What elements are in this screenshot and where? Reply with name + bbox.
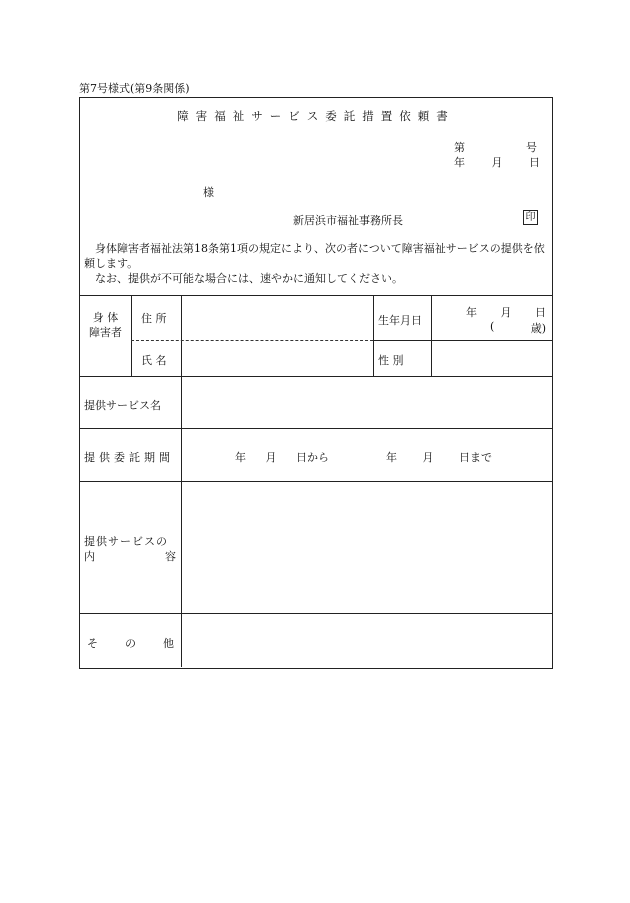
content-label bbox=[84, 534, 177, 564]
addressee-suffix: 様 bbox=[203, 186, 214, 199]
period-from-year: 年 bbox=[235, 451, 246, 464]
other-label-b: の bbox=[125, 637, 136, 650]
other-label-a: そ bbox=[87, 637, 98, 650]
address-name-divider bbox=[131, 340, 373, 341]
sex-label: 性 別 bbox=[378, 354, 404, 367]
rule bbox=[373, 340, 552, 341]
birth-year: 年 bbox=[466, 306, 477, 319]
issue-date-month: 月 bbox=[491, 156, 503, 169]
birth-month: 月 bbox=[500, 306, 512, 319]
rule bbox=[431, 295, 432, 376]
table-top-rule bbox=[80, 295, 552, 296]
rule bbox=[373, 295, 374, 376]
service-name-label: 提供サービス名 bbox=[84, 399, 161, 412]
issue-date-year: 年 bbox=[454, 156, 465, 169]
person-label-line2: 障害者 bbox=[89, 326, 122, 339]
content-label-line1: 提供サービスの bbox=[84, 535, 168, 548]
content-label-line2-b: 容 bbox=[165, 550, 177, 563]
other-label-c: 他 bbox=[163, 637, 174, 650]
office-name: 新居浜市福祉事務所長 bbox=[293, 214, 403, 227]
birthdate-label: 生年月日 bbox=[378, 314, 422, 327]
person-label bbox=[80, 310, 131, 340]
period-end bbox=[386, 449, 492, 465]
issue-date bbox=[454, 154, 540, 170]
birthdate-value bbox=[466, 304, 546, 320]
name-label: 氏 名 bbox=[141, 354, 167, 367]
rule bbox=[80, 428, 552, 429]
content-label-line2 bbox=[84, 549, 177, 564]
rule bbox=[80, 613, 552, 614]
period-from-day: 日から bbox=[296, 451, 329, 464]
person-label-line1: 身 体 bbox=[92, 311, 119, 324]
rule bbox=[80, 376, 552, 377]
document-number-suffix: 号 bbox=[526, 141, 537, 154]
period-to-year: 年 bbox=[386, 451, 397, 464]
birth-day: 日 bbox=[535, 306, 546, 319]
rule bbox=[80, 481, 552, 482]
period-label: 提供委託期間 bbox=[84, 451, 174, 464]
form-title: 障害福祉サービス委託措置依頼書 bbox=[177, 109, 455, 123]
seal-mark: 印 bbox=[523, 210, 538, 225]
period-start bbox=[235, 449, 329, 465]
age-open: ( bbox=[490, 320, 495, 333]
content-label-line2-a: 内 bbox=[84, 550, 96, 563]
body-paragraph-1: 身体障害者福祉法第18条第1項の規定により、次の者について障害福祉サービスの提供を依頼します。 bbox=[84, 242, 545, 270]
address-label: 住 所 bbox=[141, 312, 167, 325]
request-form bbox=[79, 97, 553, 669]
period-from-month: 月 bbox=[265, 451, 277, 464]
form-reference: 第7号様式(第9条関係) bbox=[79, 82, 190, 95]
request-body bbox=[84, 241, 548, 286]
age-close: 歳) bbox=[530, 322, 546, 335]
period-to-month: 月 bbox=[422, 451, 434, 464]
other-label bbox=[87, 635, 174, 651]
age-value bbox=[490, 320, 546, 336]
document-number-prefix: 第 bbox=[454, 141, 465, 154]
issue-date-day: 日 bbox=[529, 156, 540, 169]
rule bbox=[131, 295, 132, 376]
body-paragraph-2: なお、提供が不可能な場合には、速やかに通知してください。 bbox=[95, 272, 403, 285]
period-to-day: 日まで bbox=[459, 451, 492, 464]
